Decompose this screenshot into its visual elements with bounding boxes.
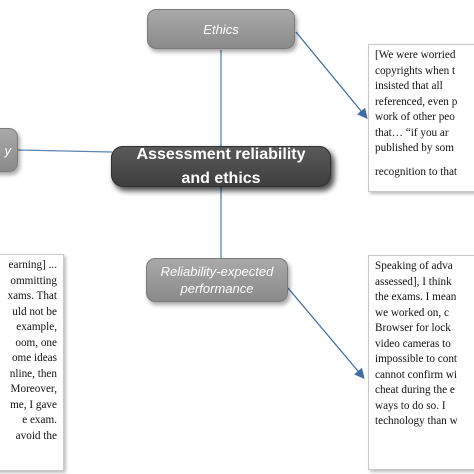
quote-line: Speaking of adva: [375, 260, 453, 272]
quote-line: ways to do so. I: [375, 399, 446, 412]
quote-line: the exams. I mean: [375, 291, 457, 303]
quote-line: published by som: [375, 142, 454, 154]
quote-line: e exam.: [22, 414, 57, 426]
quote-line: avoid the: [15, 429, 57, 442]
quote-line: video cameras to: [375, 337, 451, 350]
quote-line: oom, one: [15, 336, 57, 349]
ethics-node-label: Ethics: [203, 21, 239, 37]
central-topic-line2: and ethics: [181, 169, 261, 187]
quote-line: impossible to cont: [375, 353, 458, 365]
central-topic-line1: Assessment reliability: [136, 146, 306, 164]
quote-line: technology than w: [375, 415, 458, 427]
quote-line: referenced, even p: [375, 95, 458, 108]
central-topic[interactable]: [111, 146, 331, 187]
reliability-node-label-line2: performance: [180, 281, 254, 296]
quote-line: Moreover,: [10, 383, 57, 395]
arrow-reliability-quote: [288, 288, 363, 377]
arrow-ethics-quote: [296, 32, 366, 117]
quote-line: example,: [16, 321, 57, 333]
quote-line: we worked on, c: [375, 306, 449, 319]
left-partial-node-label: y: [4, 142, 11, 158]
quote-line: ommitting: [10, 274, 57, 287]
quote-line: [375, 157, 474, 165]
reliability-node-label-line1: Reliability-expected: [160, 264, 274, 279]
quote-line: nline, then: [9, 367, 57, 380]
quote-line: copyrights when t: [375, 64, 456, 77]
quote-line: earning] ...: [8, 259, 57, 271]
quote-line: cheat during the e: [375, 384, 455, 396]
quote-line: that… “if you ar: [375, 126, 449, 139]
reliability-node[interactable]: [146, 258, 288, 302]
ethics-node[interactable]: [147, 9, 295, 49]
quote-line: assessed], I think: [375, 275, 452, 288]
quote-line: uld not be: [12, 305, 57, 318]
quote-line: ome ideas: [11, 352, 57, 364]
quote-line: insisted that all: [375, 80, 443, 92]
connector-central-left: [18, 150, 112, 152]
quote-box-top-right: [368, 44, 474, 192]
quote-box-bottom-right: [368, 255, 474, 470]
quote-line: xams. That: [7, 290, 57, 302]
left-partial-node[interactable]: [0, 128, 18, 172]
quote-line: me, I gave: [10, 398, 57, 411]
quote-line: recognition to that: [375, 165, 458, 178]
quote-box-bottom-left: [0, 254, 64, 471]
quote-line: work of other peo: [375, 111, 455, 123]
quote-line: [We were worried: [375, 49, 456, 61]
quote-line: Browser for lock: [375, 322, 451, 334]
quote-line: cannot confirm wi: [375, 368, 458, 381]
